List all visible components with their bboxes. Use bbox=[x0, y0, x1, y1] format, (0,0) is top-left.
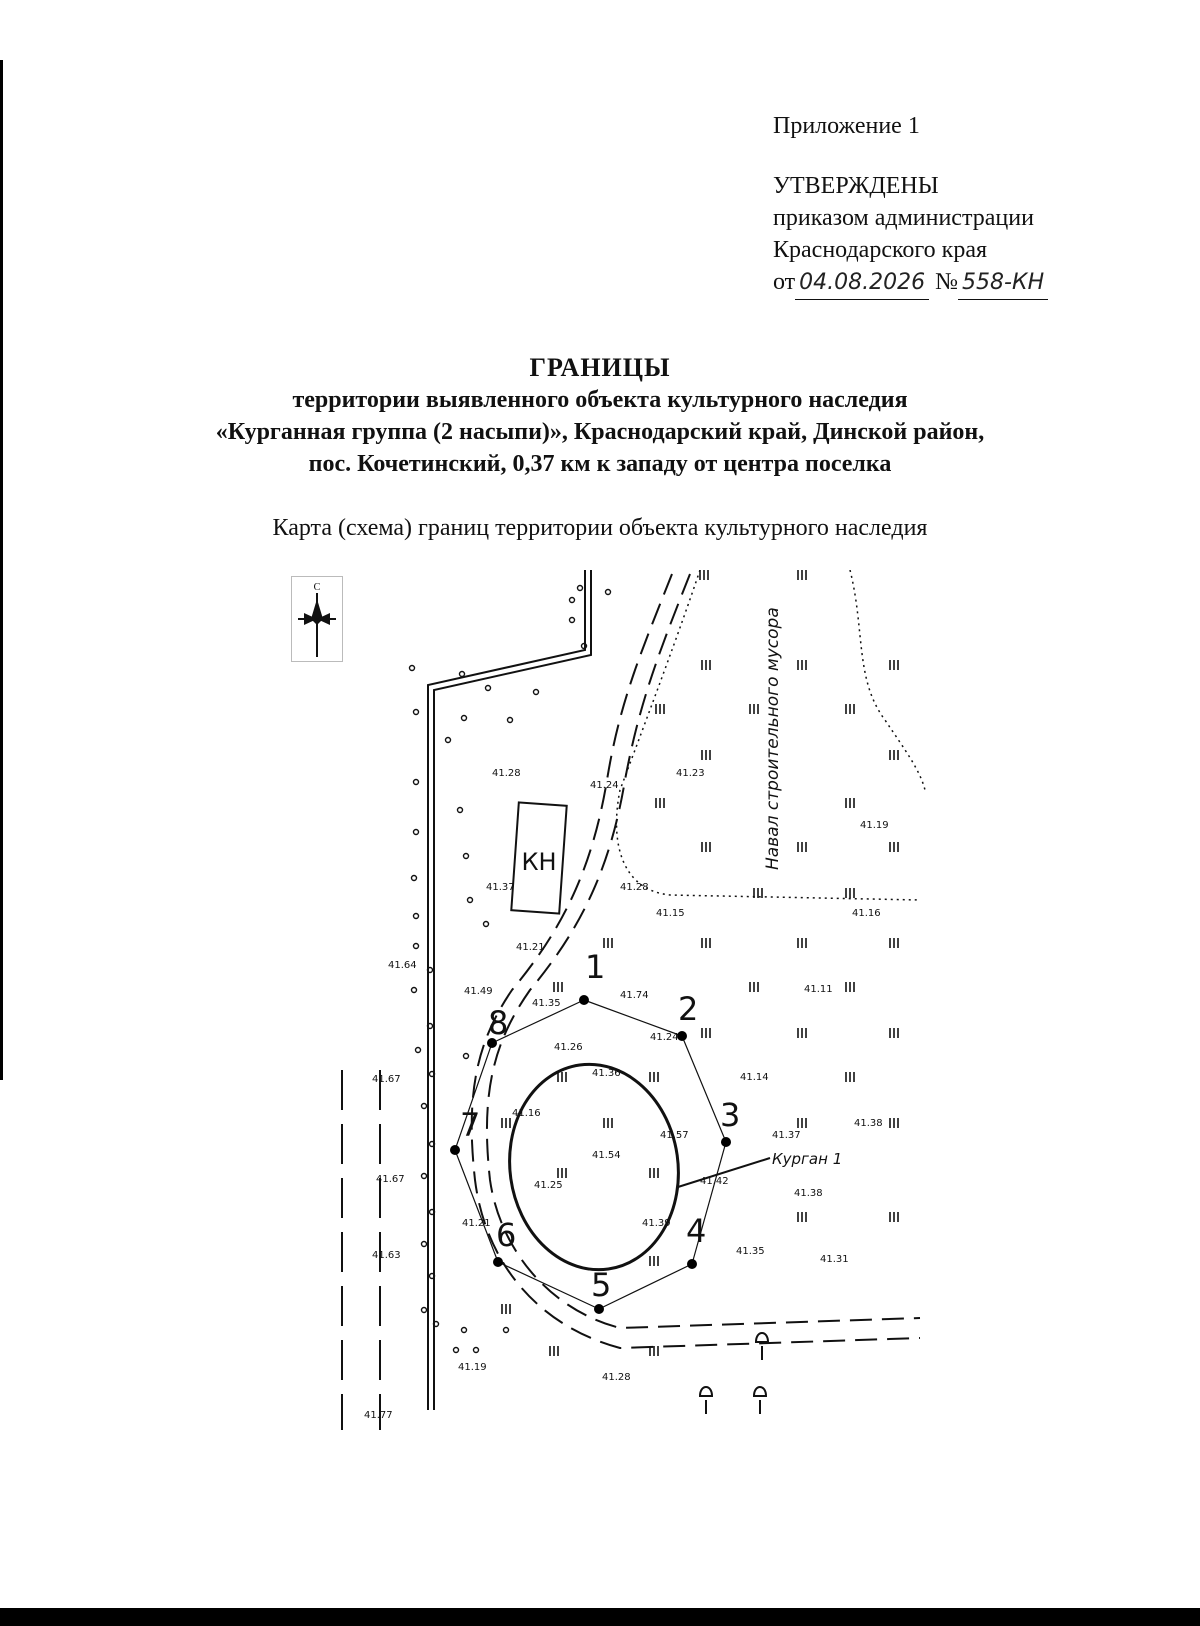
elevation-mark: 41.26 bbox=[554, 1042, 583, 1053]
boundary-label-4: 4 bbox=[686, 1212, 707, 1250]
title-line-3: пос. Кочетинский, 0,37 км к западу от центра поселка bbox=[308, 451, 892, 477]
elevation-mark: 41.42 bbox=[700, 1176, 729, 1187]
boundary-label-1: 1 bbox=[585, 948, 606, 986]
boundary-label-3: 3 bbox=[720, 1096, 741, 1134]
boundary-point-4 bbox=[687, 1259, 697, 1269]
tree-icon bbox=[700, 1387, 712, 1414]
title-block bbox=[0, 352, 1200, 480]
elevation-mark: 41.15 bbox=[656, 908, 685, 919]
elevation-mark: 41.54 bbox=[592, 1150, 621, 1161]
elevation-mark: 41.14 bbox=[740, 1072, 769, 1083]
compass-letter: С bbox=[313, 582, 321, 593]
site-map bbox=[320, 570, 970, 1430]
boundary-point-7 bbox=[450, 1145, 460, 1155]
elevation-mark: 41.21 bbox=[462, 1218, 491, 1229]
elevation-mark: 41.25 bbox=[534, 1180, 563, 1191]
boundary-point-6 bbox=[493, 1257, 503, 1267]
elevation-mark: 41.35 bbox=[736, 1246, 765, 1257]
elevation-mark: 41.74 bbox=[620, 990, 649, 1001]
approval-line-2: Краснодарского края bbox=[773, 237, 988, 263]
approval-line-1: приказом администрации bbox=[773, 205, 1034, 231]
elevation-mark: 41.28 bbox=[602, 1372, 631, 1383]
tree-icon bbox=[754, 1387, 766, 1414]
date-prefix: от bbox=[773, 269, 796, 295]
scan-edge-bottom bbox=[0, 1608, 1200, 1626]
boundary-point-1 bbox=[579, 995, 589, 1005]
elevation-mark: 41.64 bbox=[388, 960, 417, 971]
tree-icon bbox=[756, 1333, 768, 1360]
boundary-label-8: 8 bbox=[488, 1004, 509, 1042]
elevation-mark: 41.49 bbox=[464, 986, 493, 997]
mound-outline bbox=[496, 1053, 691, 1280]
title-line-2: «Курганная группа (2 насыпи)», Краснодарский край, Динской район, bbox=[215, 419, 985, 445]
boundary-label-6: 6 bbox=[496, 1216, 517, 1254]
elevation-mark: 41.38 bbox=[854, 1118, 883, 1129]
elevation-mark: 41.36 bbox=[592, 1068, 621, 1079]
boundary-point-3 bbox=[721, 1137, 731, 1147]
elevation-mark: 41.63 bbox=[372, 1250, 401, 1261]
title-line-1: территории выявленного объекта культурного наследия bbox=[292, 387, 908, 413]
number-prefix: № bbox=[935, 269, 959, 295]
elevation-mark: 41.39 bbox=[642, 1218, 671, 1229]
elevation-mark: 41.37 bbox=[772, 1130, 801, 1141]
date-value: 04.08.2026 bbox=[795, 267, 929, 300]
boundary-label-7: 7 bbox=[460, 1106, 481, 1144]
elevation-mark: 41.19 bbox=[458, 1362, 487, 1373]
elevation-mark: 41.57 bbox=[660, 1130, 689, 1141]
number-value: 558-КН bbox=[958, 267, 1048, 300]
elevation-mark: 41.37 bbox=[486, 882, 515, 893]
elevation-mark: 41.16 bbox=[852, 908, 881, 919]
elevation-mark: 41.21 bbox=[516, 942, 545, 953]
mound-label: Курган 1 bbox=[772, 1150, 843, 1168]
elevation-mark: 41.31 bbox=[820, 1254, 849, 1265]
boundary-label-5: 5 bbox=[591, 1266, 612, 1304]
scan-edge-left bbox=[0, 60, 3, 1080]
elevation-mark: 41.35 bbox=[532, 998, 561, 1009]
approved-label: УТВЕРЖДЕНЫ bbox=[773, 173, 939, 199]
boundary-point-5 bbox=[594, 1304, 604, 1314]
building-label: КН bbox=[521, 848, 557, 876]
map-caption: Карта (схема) границ территории объекта культурного наследия bbox=[272, 515, 928, 541]
approval-block bbox=[773, 110, 1173, 300]
page-title: ГРАНИЦЫ bbox=[529, 353, 671, 382]
approval-date-line bbox=[773, 266, 1173, 300]
elevation-mark: 41.38 bbox=[794, 1188, 823, 1199]
elevation-mark: 41.28 bbox=[620, 882, 649, 893]
elevation-mark: 41.24 bbox=[590, 780, 619, 791]
elevation-mark: 41.16 bbox=[512, 1108, 541, 1119]
elevation-mark: 41.23 bbox=[676, 768, 705, 779]
elevation-mark: 41.67 bbox=[376, 1174, 405, 1185]
elevation-mark: 41.28 bbox=[492, 768, 521, 779]
elevation-marks bbox=[364, 768, 889, 1421]
elevation-mark: 41.77 bbox=[364, 1410, 393, 1421]
elevation-mark: 41.67 bbox=[372, 1074, 401, 1085]
elevation-mark: 41.24 bbox=[650, 1032, 679, 1043]
dump-label: Навал строительного мусора bbox=[763, 607, 783, 870]
boundary-label-2: 2 bbox=[678, 990, 699, 1028]
appendix-label: Приложение 1 bbox=[773, 113, 920, 139]
elevation-mark: 41.11 bbox=[804, 984, 833, 995]
boundary-points bbox=[450, 948, 740, 1314]
elevation-mark: 41.19 bbox=[860, 820, 889, 831]
